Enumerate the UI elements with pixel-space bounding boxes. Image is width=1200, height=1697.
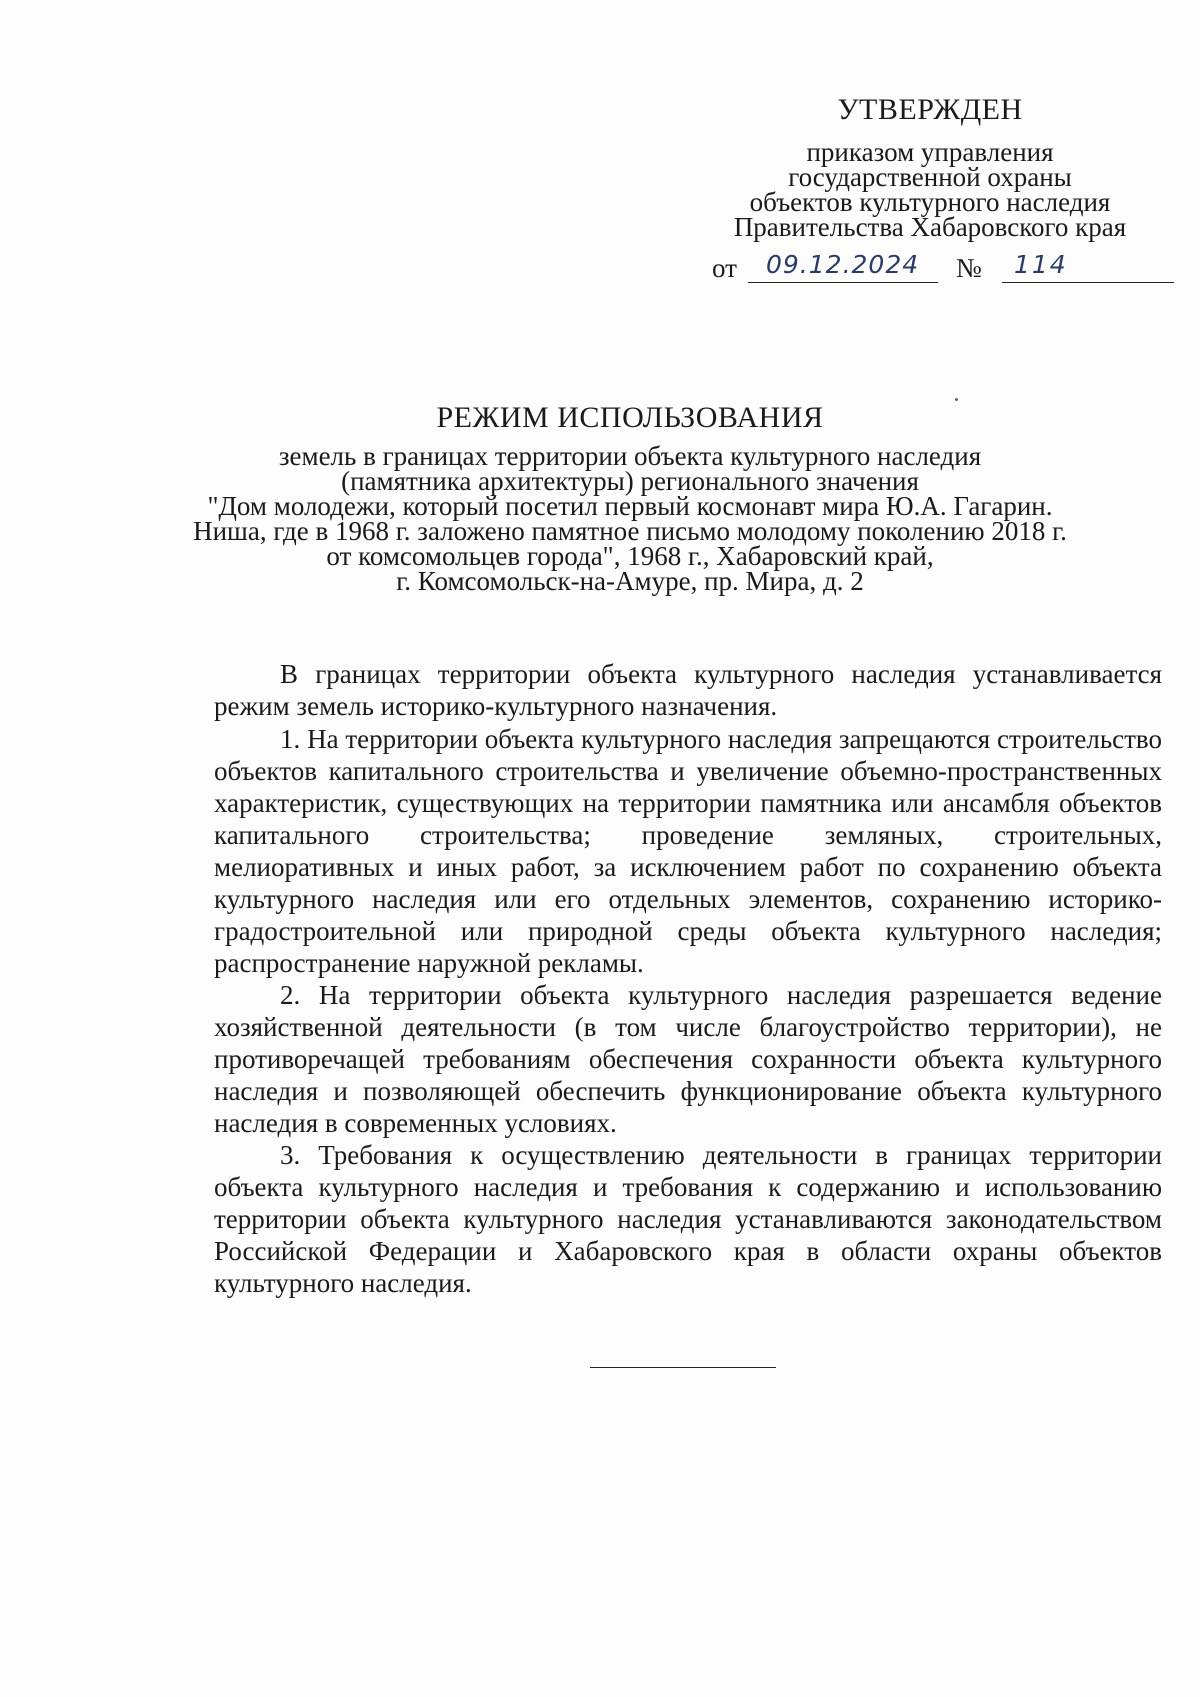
item-paragraph-2: 2. На территории объекта культурного наследия разрешается ведение хозяйственной деятельности (в том числе благоустройство территории), не противоречащей требованиям обеспечения сохранности объекта культурного наследия и позволяющей обеспечить функционирование объекта культурного наследия в современных условиях. bbox=[214, 980, 1162, 1138]
subtitle-line: г. Комсомольск-на-Амуре, пр. Мира, д. 2 bbox=[396, 566, 864, 596]
approval-block bbox=[690, 92, 1170, 240]
item-paragraph-3: 3. Требования к осуществлению деятельности в границах территории объекта культурного наследия и требования к содержанию и использованию территории объекта культурного наследия устанавливаются законодательством Российской Федерации и Хабаровского края в области охраны объектов культурного наследия. bbox=[214, 1140, 1162, 1298]
approval-line: объектов культурного наследия bbox=[749, 187, 1111, 217]
order-date-handwritten: 09.12.2024 bbox=[748, 248, 938, 283]
order-reference bbox=[712, 248, 1172, 288]
closing-separator-line bbox=[590, 1367, 776, 1368]
subtitle-line: (памятника архитектуры) регионального значения bbox=[341, 466, 919, 496]
order-number-handwritten: 114 bbox=[1002, 248, 1174, 283]
title-block bbox=[180, 400, 1080, 594]
document-title: РЕЖИМ ИСПОЛЬЗОВАНИЯ bbox=[436, 401, 824, 434]
subtitle-line: от комсомольцев города", 1968 г., Хабаровский край, bbox=[326, 541, 934, 571]
approval-line: государственной охраны bbox=[788, 162, 1072, 192]
item-paragraph-1: 1. На территории объекта культурного наследия запрещаются строительство объектов капитального строительства и увеличение объемно-пространственных характеристик, существующих на территории памятника или ансамбля объектов капитального строительства; проведение земляных, строительных, мелиоративных и иных работ, за исключением работ по сохранению объекта культурного наследия или его отдельных элементов, сохранению историко-градостроительной или природной среды объекта культурного наследия; распространение наружной рекламы. bbox=[214, 724, 1162, 978]
subtitle-line: Ниша, где в 1968 г. заложено памятное письмо молодому поколению 2018 г. bbox=[193, 516, 1067, 546]
approval-line: Правительства Хабаровского края bbox=[733, 212, 1127, 242]
intro-paragraph: В границах территории объекта культурного наследия устанавливается режим земель историко-культурного назначения. bbox=[214, 659, 1162, 721]
subtitle-line: земель в границах территории объекта культурного наследия bbox=[278, 441, 982, 471]
document-body bbox=[214, 658, 1162, 1299]
approval-heading: УТВЕРЖДЕН bbox=[837, 93, 1023, 126]
subtitle-line: "Дом молодежи, который посетил первый космонавт мира Ю.А. Гагарин. bbox=[207, 491, 1053, 521]
order-number-label: № bbox=[956, 253, 982, 283]
order-date-prefix: от bbox=[712, 253, 737, 283]
approval-line: приказом управления bbox=[806, 137, 1054, 167]
